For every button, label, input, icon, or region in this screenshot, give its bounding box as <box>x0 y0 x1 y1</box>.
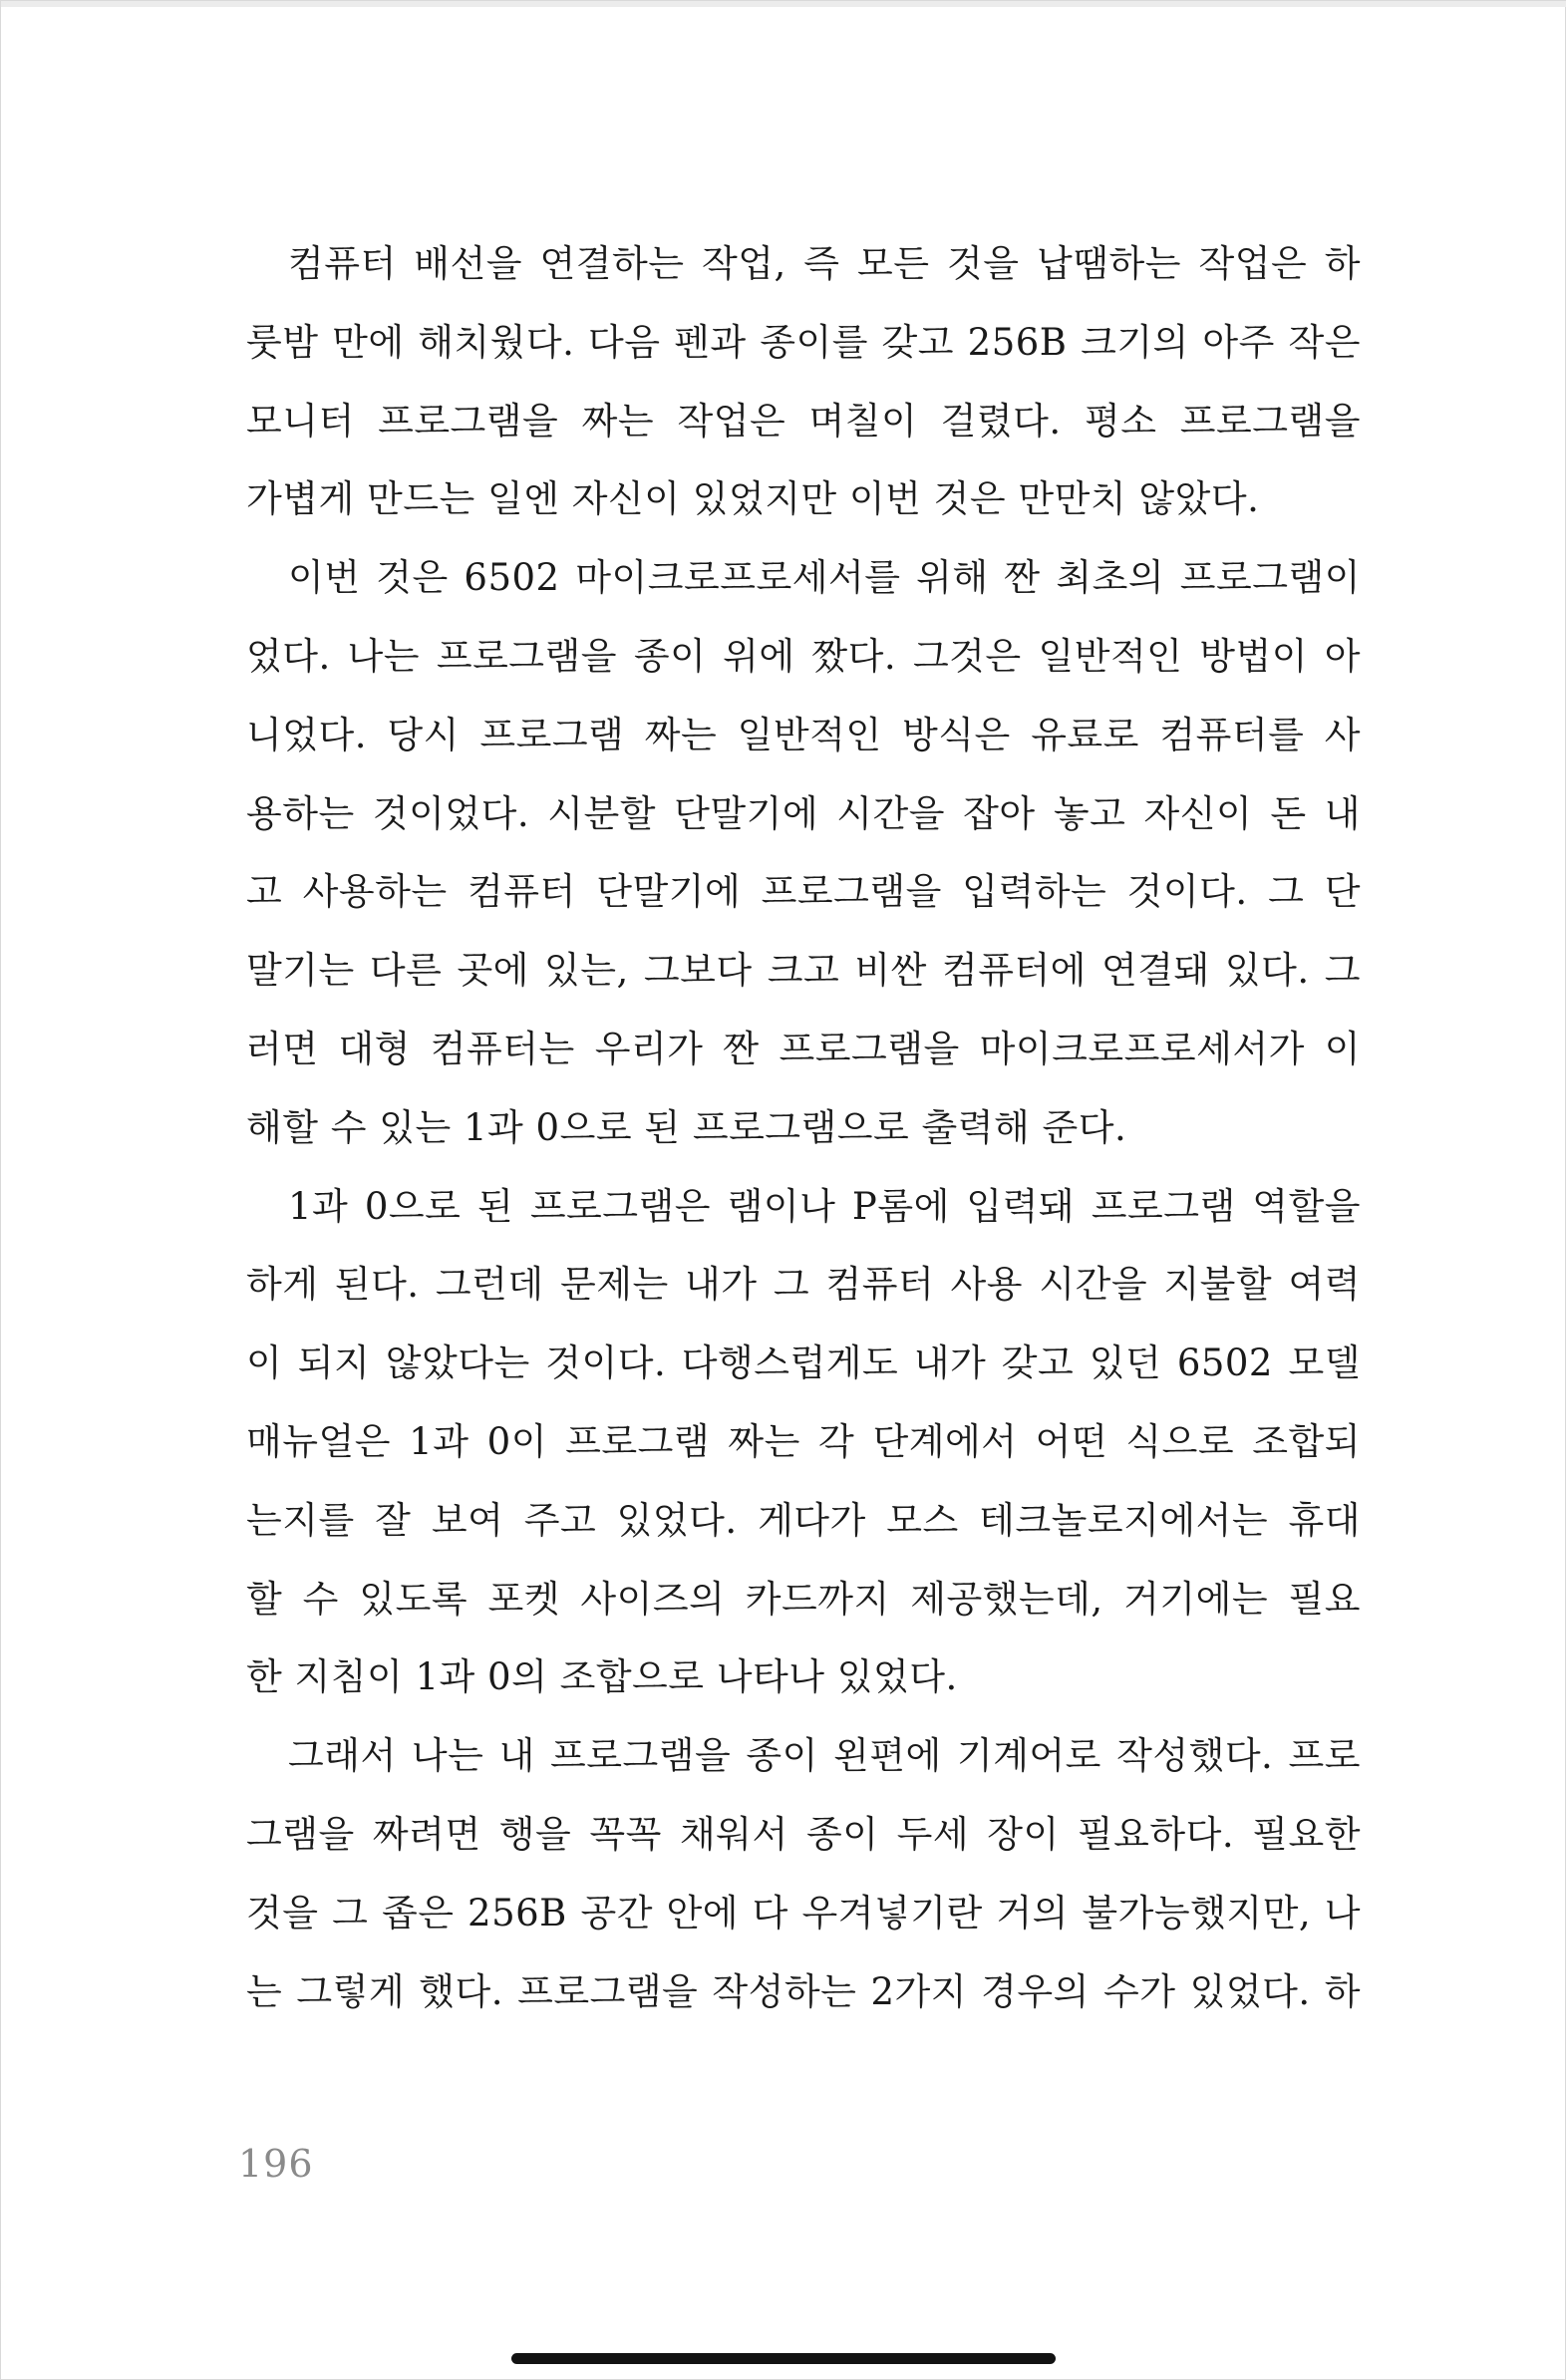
text-line: 하게 된다. 그런데 문제는 내가 그 컴퓨터 사용 시간을 지불할 여력 <box>246 1263 1361 1307</box>
text-line: 고 사용하는 컴퓨터 단말기에 프로그램을 입력하는 것이다. 그 단 <box>246 870 1361 914</box>
paragraph-4 <box>246 1717 1361 2031</box>
paragraph-1 <box>246 225 1361 539</box>
home-indicator[interactable] <box>511 2353 1056 2364</box>
text-line: 러면 대형 컴퓨터는 우리가 짠 프로그램을 마이크로프로세서가 이 <box>246 1027 1361 1070</box>
text-line: 그램을 짜려면 행을 꼭꼭 채워서 종이 두세 장이 필요하다. 필요한 <box>246 1812 1361 1856</box>
text-line: 말기는 다른 곳에 있는, 그보다 크고 비싼 컴퓨터에 연결돼 있다. 그 <box>246 949 1361 993</box>
text-line: 용하는 것이었다. 시분할 단말기에 시간을 잡아 놓고 자신이 돈 내 <box>246 791 1361 835</box>
text-line: 매뉴얼은 1과 0이 프로그램 짜는 각 단계에서 어떤 식으로 조합되 <box>246 1419 1361 1463</box>
body-text <box>246 225 1361 2031</box>
text-line: 는지를 잘 보여 주고 있었다. 게다가 모스 테크놀로지에서는 휴대 <box>246 1498 1361 1542</box>
text-line: 니었다. 당시 프로그램 짜는 일반적인 방식은 유료로 컴퓨터를 사 <box>246 713 1361 756</box>
text-line: 1과 0으로 된 프로그램은 램이나 P롬에 입력돼 프로그램 역할을 <box>288 1184 1361 1228</box>
text-line: 었다. 나는 프로그램을 종이 위에 짰다. 그것은 일반적인 방법이 아 <box>246 634 1361 678</box>
text-line: 그래서 나는 내 프로그램을 종이 왼편에 기계어로 작성했다. 프로 <box>288 1734 1361 1778</box>
text-line: 한 지침이 1과 0의 조합으로 나타나 있었다. <box>246 1655 958 1699</box>
text-line: 모니터 프로그램을 짜는 작업은 며칠이 걸렸다. 평소 프로그램을 <box>246 399 1361 443</box>
text-line: 이번 것은 6502 마이크로프로세서를 위해 짠 최초의 프로그램이 <box>288 556 1361 600</box>
page-number: 196 <box>238 2142 314 2186</box>
top-edge <box>1 1 1566 7</box>
text-line: 룻밤 만에 해치웠다. 다음 펜과 종이를 갖고 256B 크기의 아주 작은 <box>246 320 1361 364</box>
text-line: 할 수 있도록 포켓 사이즈의 카드까지 제공했는데, 거기에는 필요 <box>246 1577 1361 1621</box>
paragraph-2 <box>246 539 1361 1167</box>
text-line: 가볍게 만드는 일엔 자신이 있었지만 이번 것은 만만치 않았다. <box>246 477 1260 521</box>
text-line: 이 되지 않았다는 것이다. 다행스럽게도 내가 갖고 있던 6502 모델 <box>246 1341 1361 1385</box>
text-line: 해할 수 있는 1과 0으로 된 프로그램으로 출력해 준다. <box>246 1105 1127 1149</box>
text-line: 컴퓨터 배선을 연결하는 작업, 즉 모든 것을 납땜하는 작업은 하 <box>288 242 1361 285</box>
text-line: 는 그렇게 했다. 프로그램을 작성하는 2가지 경우의 수가 있었다. 하 <box>246 1969 1361 2013</box>
text-line: 것을 그 좁은 256B 공간 안에 다 우겨넣기란 거의 불가능했지만, 나 <box>246 1891 1361 1934</box>
paragraph-3 <box>246 1168 1361 1718</box>
